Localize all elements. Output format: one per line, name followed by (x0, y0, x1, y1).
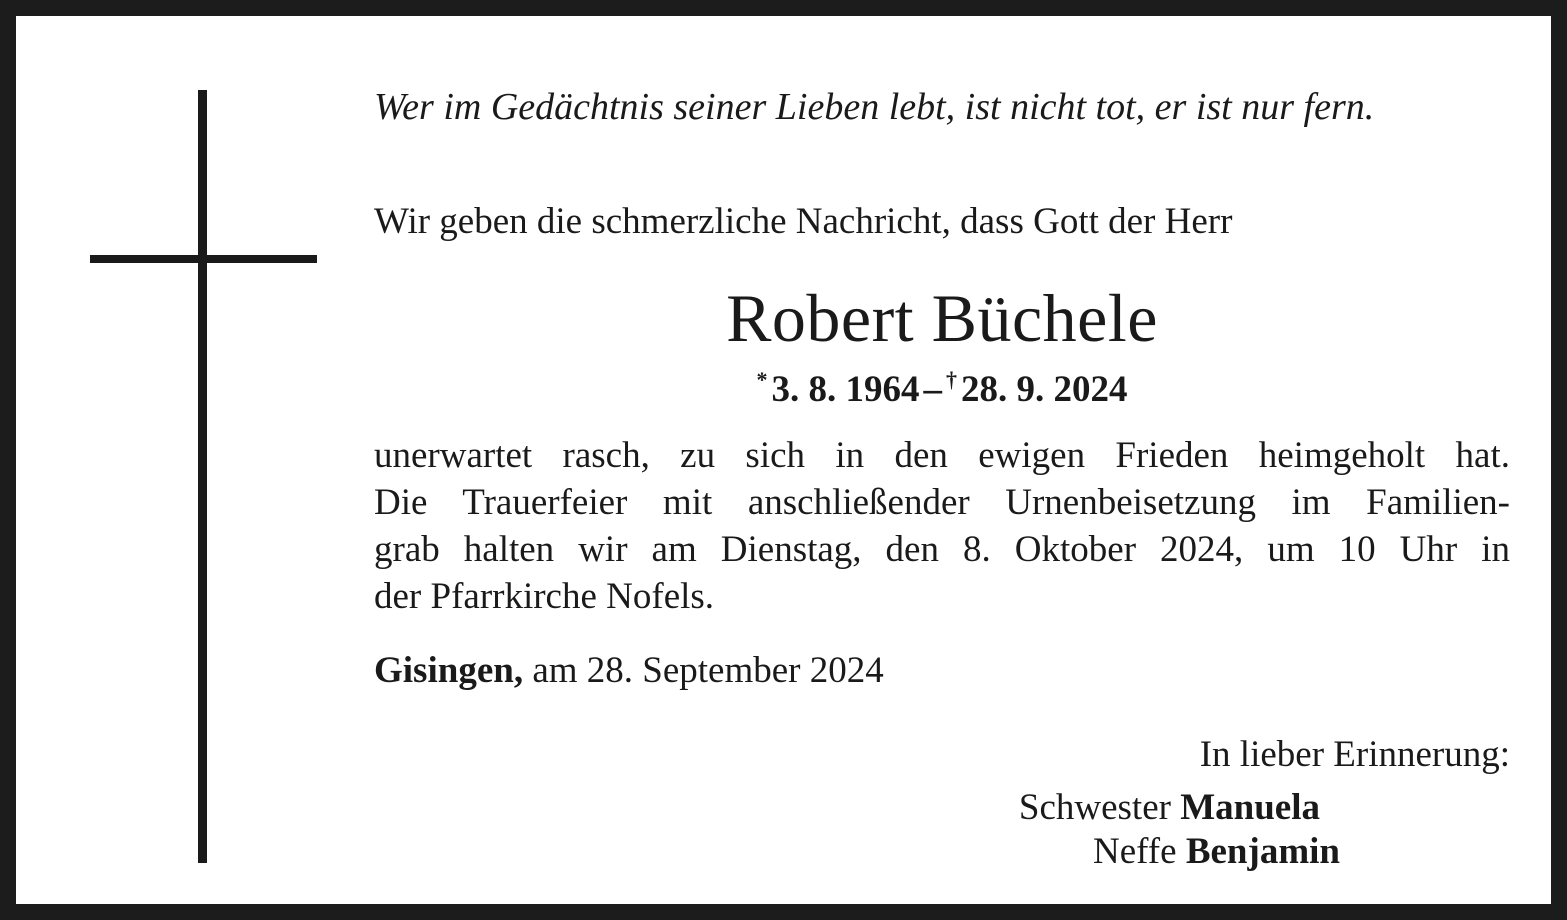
body-line: der Pfarrkirche Nofels. (374, 576, 715, 617)
death-symbol: † (946, 367, 957, 392)
announcement-date: am 28. September 2024 (523, 650, 884, 691)
announcement-body (374, 432, 1510, 620)
deceased-name: Robert Büchele (726, 280, 1158, 356)
place-date-line (374, 646, 1510, 696)
place-name: Gisingen, (374, 650, 524, 691)
relative-relation: Neffe (1093, 831, 1186, 872)
death-date: 28. 9. 2024 (961, 369, 1128, 410)
relative-entry (760, 784, 1320, 832)
motto-quote: Wer im Gedächtnis seiner Lieben lebt, ist nicht tot, er ist nur fern. (374, 86, 1375, 128)
body-line: grab halten wir am Dienstag, den 8. Oktober 2024, um 10 Uhr in (374, 529, 1510, 570)
remembrance-heading: In lieber Erinnerung: (1199, 734, 1510, 775)
relative-entry (780, 828, 1340, 876)
cross-horizontal-bar (90, 255, 317, 263)
relative-name: Manuela (1180, 787, 1320, 828)
birth-symbol: * (756, 367, 768, 392)
birth-date: 3. 8. 1964 (771, 369, 920, 410)
date-separator: – (923, 369, 942, 410)
relative-relation: Schwester (1018, 787, 1181, 828)
relative-name: Benjamin (1185, 831, 1340, 872)
life-dates (374, 354, 1510, 416)
body-line: Die Trauerfeier mit anschließender Urnenbeisetzung im Familien- (374, 482, 1510, 523)
cross-vertical-bar (198, 90, 207, 863)
body-line: unerwartet rasch, zu sich in den ewigen Frieden heimgeholt hat. (374, 435, 1510, 476)
intro-text: Wir geben die schmerzliche Nachricht, dass Gott der Herr (374, 201, 1233, 242)
